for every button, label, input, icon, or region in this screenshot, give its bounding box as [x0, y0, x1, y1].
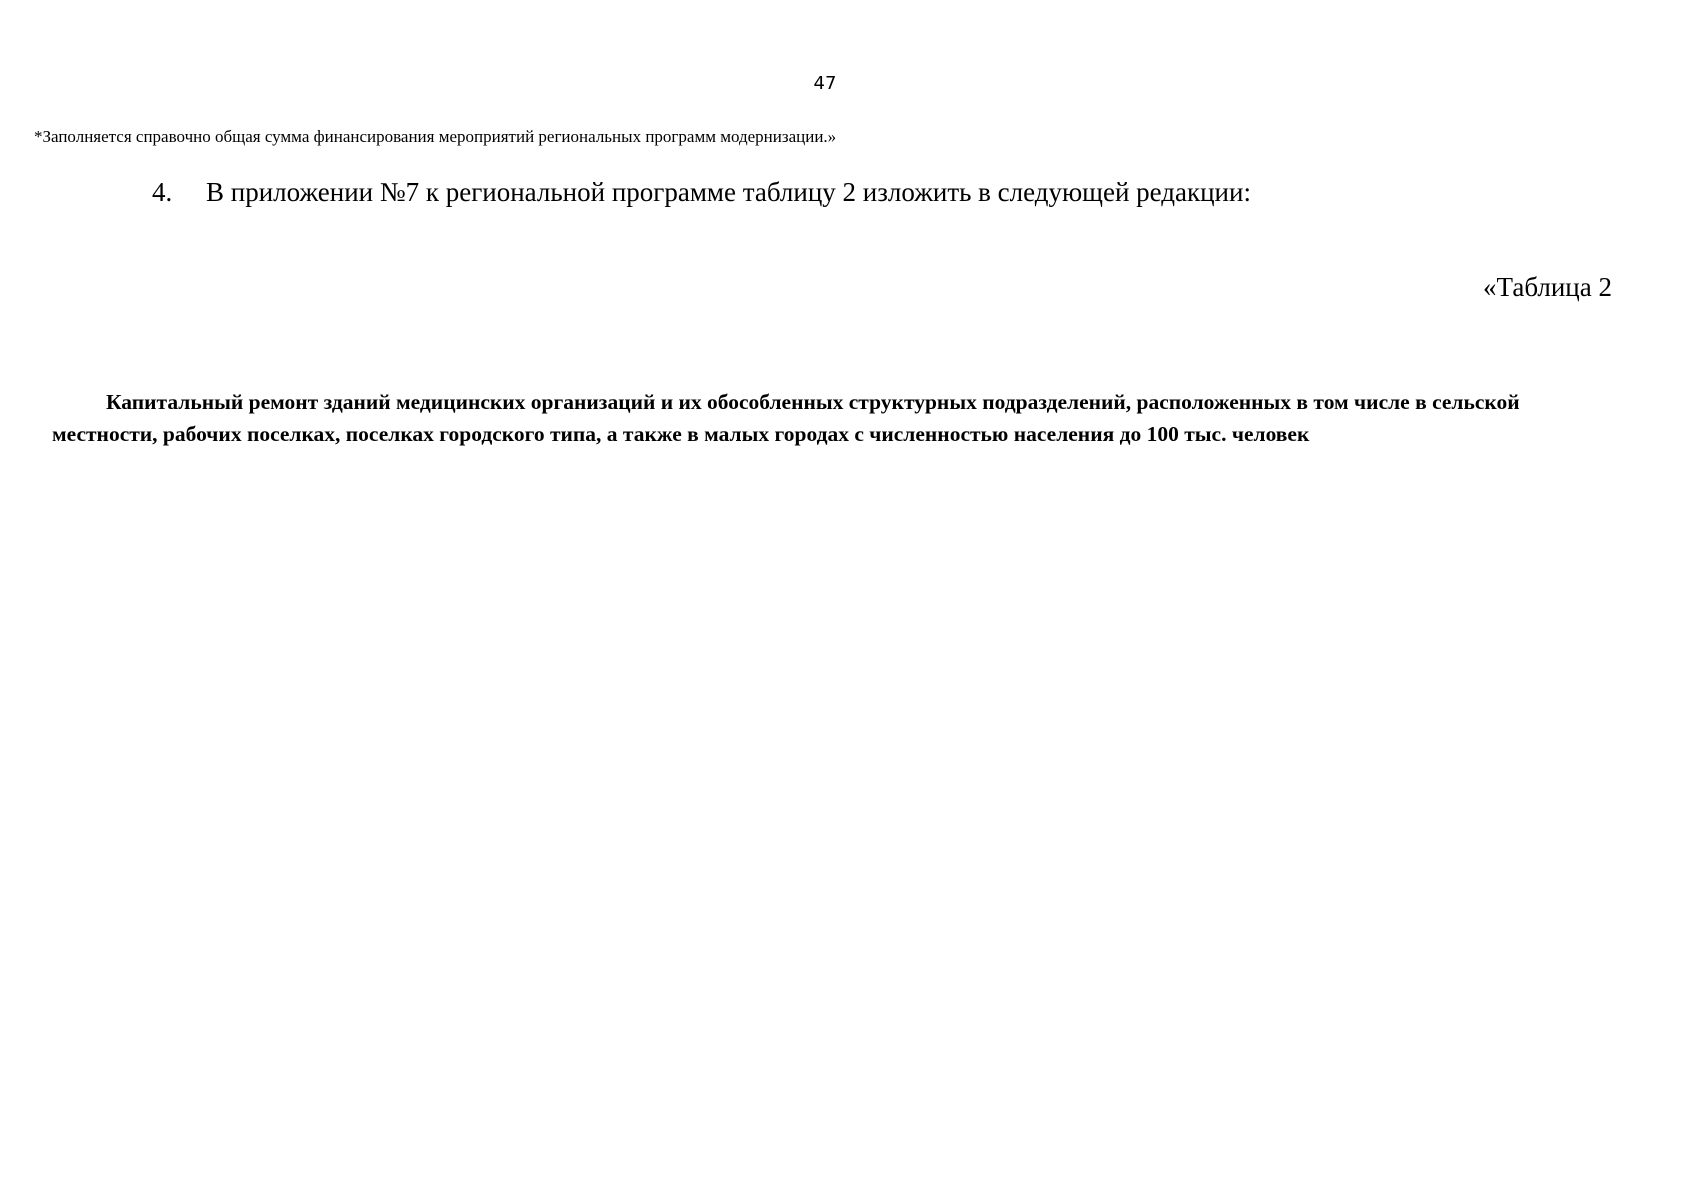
page-number: 47 [813, 73, 837, 94]
table-title: Капитальный ремонт зданий медицинских организаций и их обособленных структурных подразделений, расположенных в том числе в сельской местности, рабочих поселках, поселках городского типа, а также в малых городах с численностью населения до 100 тыс. человек [52, 390, 1520, 446]
numbered-item [152, 175, 1602, 209]
item-text: В приложении №7 к региональной программе таблицу 2 изложить в следующей редакции: [206, 177, 1251, 207]
footnote-text: *Заполняется справочно общая сумма финансирования мероприятий региональных программ модернизации.» [34, 127, 837, 146]
table-label: «Таблица 2 [1483, 272, 1612, 302]
item-number: 4. [152, 177, 173, 207]
